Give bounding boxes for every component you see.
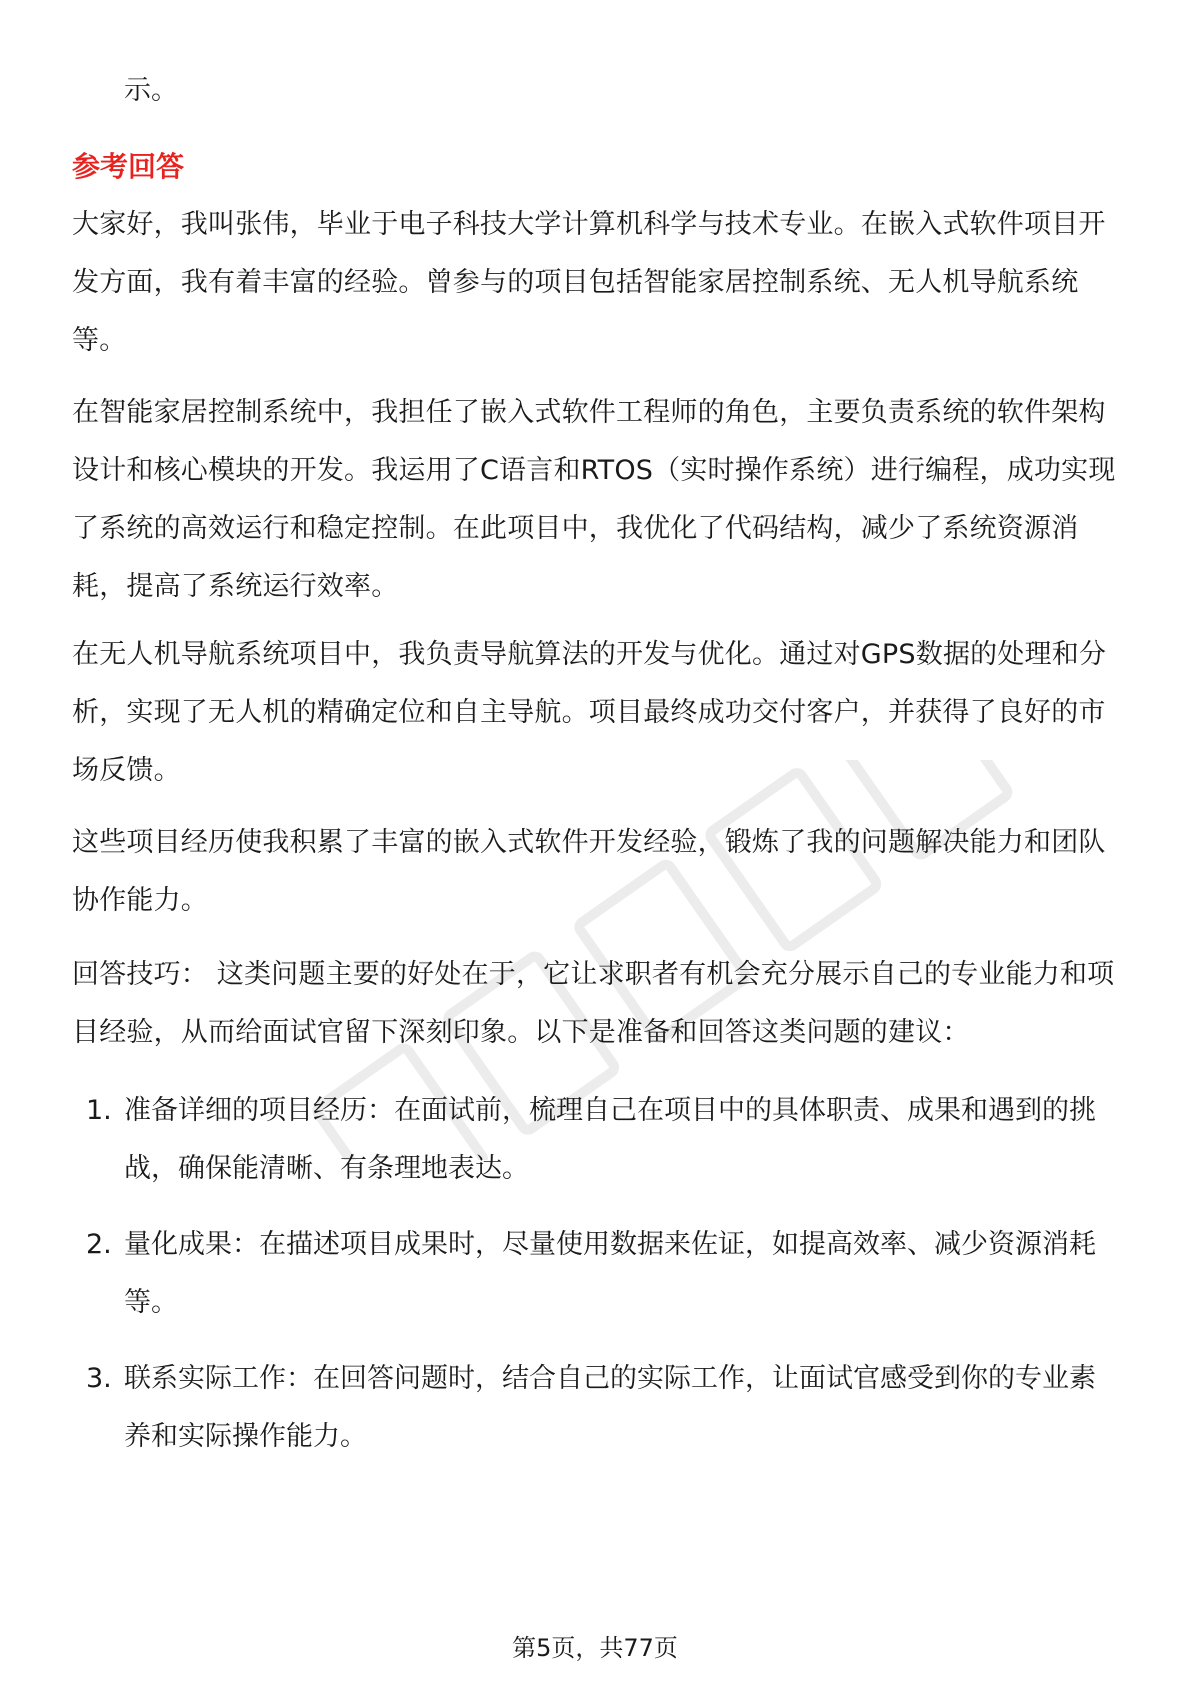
list-text: 量化成果：在描述项目成果时，尽量使用数据来佐证，如提高效率、减少资源消耗等。	[124, 1229, 1096, 1318]
page-footer: 第5页，共77页	[512, 1634, 678, 1662]
paragraph-smart-home: 在智能家居控制系统中，我担任了嵌入式软件工程师的角色，主要负责系统的软件架构设计和核心模块的开发。我运用了C语言和RTOS（实时操作系统）进行编程，成功实现了系统的高效运行和稳定控制。在此项目中，我优化了代码结构，减少了系统资源消耗，提高了系统运行效率。	[72, 397, 1116, 602]
list-number: 2.	[86, 1229, 112, 1260]
list-text: 准备详细的项目经历：在面试前，梳理自己在项目中的具体职责、成果和遇到的挑战，确保能清晰、有条理地表达。	[124, 1095, 1096, 1184]
continued-text: 示。	[124, 75, 178, 106]
section-heading: 参考回答	[72, 150, 185, 183]
list-text: 联系实际工作：在回答问题时，结合自己的实际工作，让面试官感受到你的专业素养和实际操作能力。	[124, 1363, 1096, 1452]
list-item	[72, 1350, 1122, 1466]
list-number: 3.	[86, 1363, 112, 1394]
paragraph-summary: 这些项目经历使我积累了丰富的嵌入式软件开发经验，锻炼了我的问题解决能力和团队协作能力。	[72, 827, 1106, 916]
paragraph-drone: 在无人机导航系统项目中，我负责导航算法的开发与优化。通过对GPS数据的处理和分析，实现了无人机的精确定位和自主导航。项目最终成功交付客户，并获得了良好的市场反馈。	[72, 639, 1107, 786]
list-item	[72, 1082, 1122, 1198]
list-number: 1.	[86, 1095, 112, 1126]
paragraph-tips: 回答技巧： 这类问题主要的好处在于，它让求职者有机会充分展示自己的专业能力和项目经验，从而给面试官留下深刻印象。以下是准备和回答这类问题的建议：	[72, 959, 1115, 1048]
paragraph-intro: 大家好，我叫张伟，毕业于电子科技大学计算机科学与技术专业。在嵌入式软件项目开发方面，我有着丰富的经验。曾参与的项目包括智能家居控制系统、无人机导航系统等。	[72, 209, 1106, 356]
list-item	[72, 1216, 1122, 1332]
